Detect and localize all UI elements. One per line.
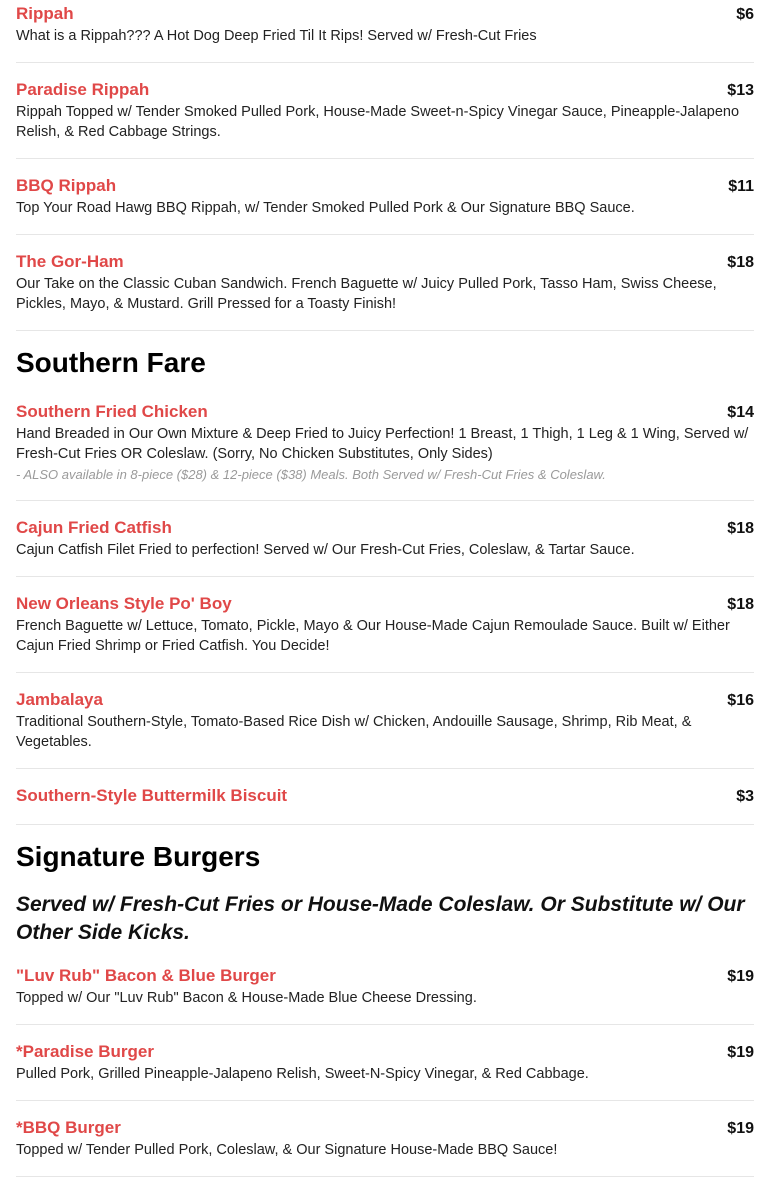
menu-item-description: Topped w/ Tender Pulled Pork, Coleslaw, & Our Signature House-Made BBQ Sauce! bbox=[16, 1142, 558, 1158]
menu-item bbox=[16, 401, 754, 501]
menu-item bbox=[16, 251, 754, 331]
menu-item-header bbox=[16, 251, 754, 274]
menu-item-header bbox=[16, 965, 754, 988]
menu-item-price: $14 bbox=[727, 404, 754, 421]
section-subtitle: Served w/ Fresh-Cut Fries or House-Made Coleslaw. Or Substitute w/ Our Other Side Kicks. bbox=[16, 893, 745, 944]
menu-item bbox=[16, 689, 754, 769]
menu-item-price: $19 bbox=[727, 1044, 754, 1061]
menu-item-header bbox=[16, 1117, 754, 1140]
menu-item-header bbox=[16, 401, 754, 424]
menu-item-description: Pulled Pork, Grilled Pineapple-Jalapeno Relish, Sweet-N-Spicy Vinegar, & Red Cabbage. bbox=[16, 1066, 589, 1082]
menu-item-header bbox=[16, 1041, 754, 1064]
menu-item-description: Our Take on the Classic Cuban Sandwich. French Baguette w/ Juicy Pulled Pork, Tasso Ham, Swiss Cheese, Pickles, Mayo, & Mustard. Grill Pressed for a Toasty Finish! bbox=[16, 276, 717, 312]
menu-item bbox=[16, 1117, 754, 1177]
menu-item-description: Hand Breaded in Our Own Mixture & Deep Fried to Juicy Perfection! 1 Breast, 1 Thigh, 1 Leg & 1 Wing, Served w/ Fresh-Cut Fries OR Coleslaw. (Sorry, No Chicken Substitutes, Only Sides) bbox=[16, 426, 749, 462]
menu-item-name[interactable]: The Gor-Ham bbox=[16, 252, 124, 271]
menu-item-name[interactable]: Rippah bbox=[16, 4, 74, 23]
menu-item-header bbox=[16, 689, 754, 712]
menu-item-price: $18 bbox=[727, 254, 754, 271]
menu-item-header bbox=[16, 175, 754, 198]
menu-item-name[interactable]: New Orleans Style Po' Boy bbox=[16, 594, 232, 613]
menu-item-name[interactable]: Jambalaya bbox=[16, 690, 103, 709]
menu-item bbox=[16, 785, 754, 825]
menu-item bbox=[16, 175, 754, 235]
menu-item-description: Top Your Road Hawg BBQ Rippah, w/ Tender Smoked Pulled Pork & Our Signature BBQ Sauce. bbox=[16, 200, 635, 216]
menu-item-header bbox=[16, 79, 754, 102]
menu-item bbox=[16, 517, 754, 577]
menu-item-name[interactable]: "Luv Rub" Bacon & Blue Burger bbox=[16, 966, 276, 985]
menu-item bbox=[16, 79, 754, 159]
section-title: Southern Fare bbox=[16, 347, 206, 378]
menu-item bbox=[16, 965, 754, 1025]
menu-item-name[interactable]: Cajun Fried Catfish bbox=[16, 518, 172, 537]
menu-item-description: French Baguette w/ Lettuce, Tomato, Pickle, Mayo & Our House-Made Cajun Remoulade Sauce. Built w/ Either Cajun Fried Shrimp or Fried Catfish. You Decide! bbox=[16, 618, 730, 654]
menu-item-header bbox=[16, 593, 754, 616]
menu-item bbox=[16, 1041, 754, 1101]
menu-item-price: $19 bbox=[727, 968, 754, 985]
menu-item-price: $16 bbox=[727, 692, 754, 709]
menu-item-name[interactable]: *BBQ Burger bbox=[16, 1118, 121, 1137]
menu-item-name[interactable]: *Paradise Burger bbox=[16, 1042, 154, 1061]
menu-item-header bbox=[16, 3, 754, 26]
menu-item-price: $19 bbox=[727, 1120, 754, 1137]
menu-item-price: $11 bbox=[728, 178, 754, 195]
menu-item-description: What is a Rippah??? A Hot Dog Deep Fried Til It Rips! Served w/ Fresh-Cut Fries bbox=[16, 28, 537, 44]
menu-item-name[interactable]: BBQ Rippah bbox=[16, 176, 117, 195]
menu-item-note: - ALSO available in 8-piece ($28) & 12-piece ($38) Meals. Both Served w/ Fresh-Cut Fries & Coleslaw. bbox=[16, 467, 606, 482]
menu-item-name[interactable]: Southern Fried Chicken bbox=[16, 402, 208, 421]
menu-item-header bbox=[16, 785, 754, 808]
menu-item-name[interactable]: Southern-Style Buttermilk Biscuit bbox=[16, 786, 288, 805]
menu-item-header bbox=[16, 517, 754, 540]
section-title: Signature Burgers bbox=[16, 841, 261, 872]
menu-item-price: $13 bbox=[727, 82, 754, 99]
menu-item-description: Rippah Topped w/ Tender Smoked Pulled Pork, House-Made Sweet-n-Spicy Vinegar Sauce, Pineapple-Jalapeno Relish, & Red Cabbage Strings. bbox=[16, 104, 740, 140]
menu-item-name[interactable]: Paradise Rippah bbox=[16, 80, 150, 99]
menu-item-description: Traditional Southern-Style, Tomato-Based Rice Dish w/ Chicken, Andouille Sausage, Shrimp, Rib Meat, & Vegetables. bbox=[16, 714, 692, 750]
menu-item bbox=[16, 593, 754, 673]
menu-item-description: Topped w/ Our "Luv Rub" Bacon & House-Made Blue Cheese Dressing. bbox=[16, 990, 477, 1006]
menu-item-price: $3 bbox=[736, 788, 754, 805]
menu-item-price: $6 bbox=[736, 6, 754, 23]
menu-item bbox=[16, 3, 754, 63]
menu-item-description: Cajun Catfish Filet Fried to perfection! Served w/ Our Fresh-Cut Fries, Coleslaw, & Tartar Sauce. bbox=[16, 542, 635, 558]
menu-item-price: $18 bbox=[727, 520, 754, 537]
menu-item-price: $18 bbox=[727, 596, 754, 613]
